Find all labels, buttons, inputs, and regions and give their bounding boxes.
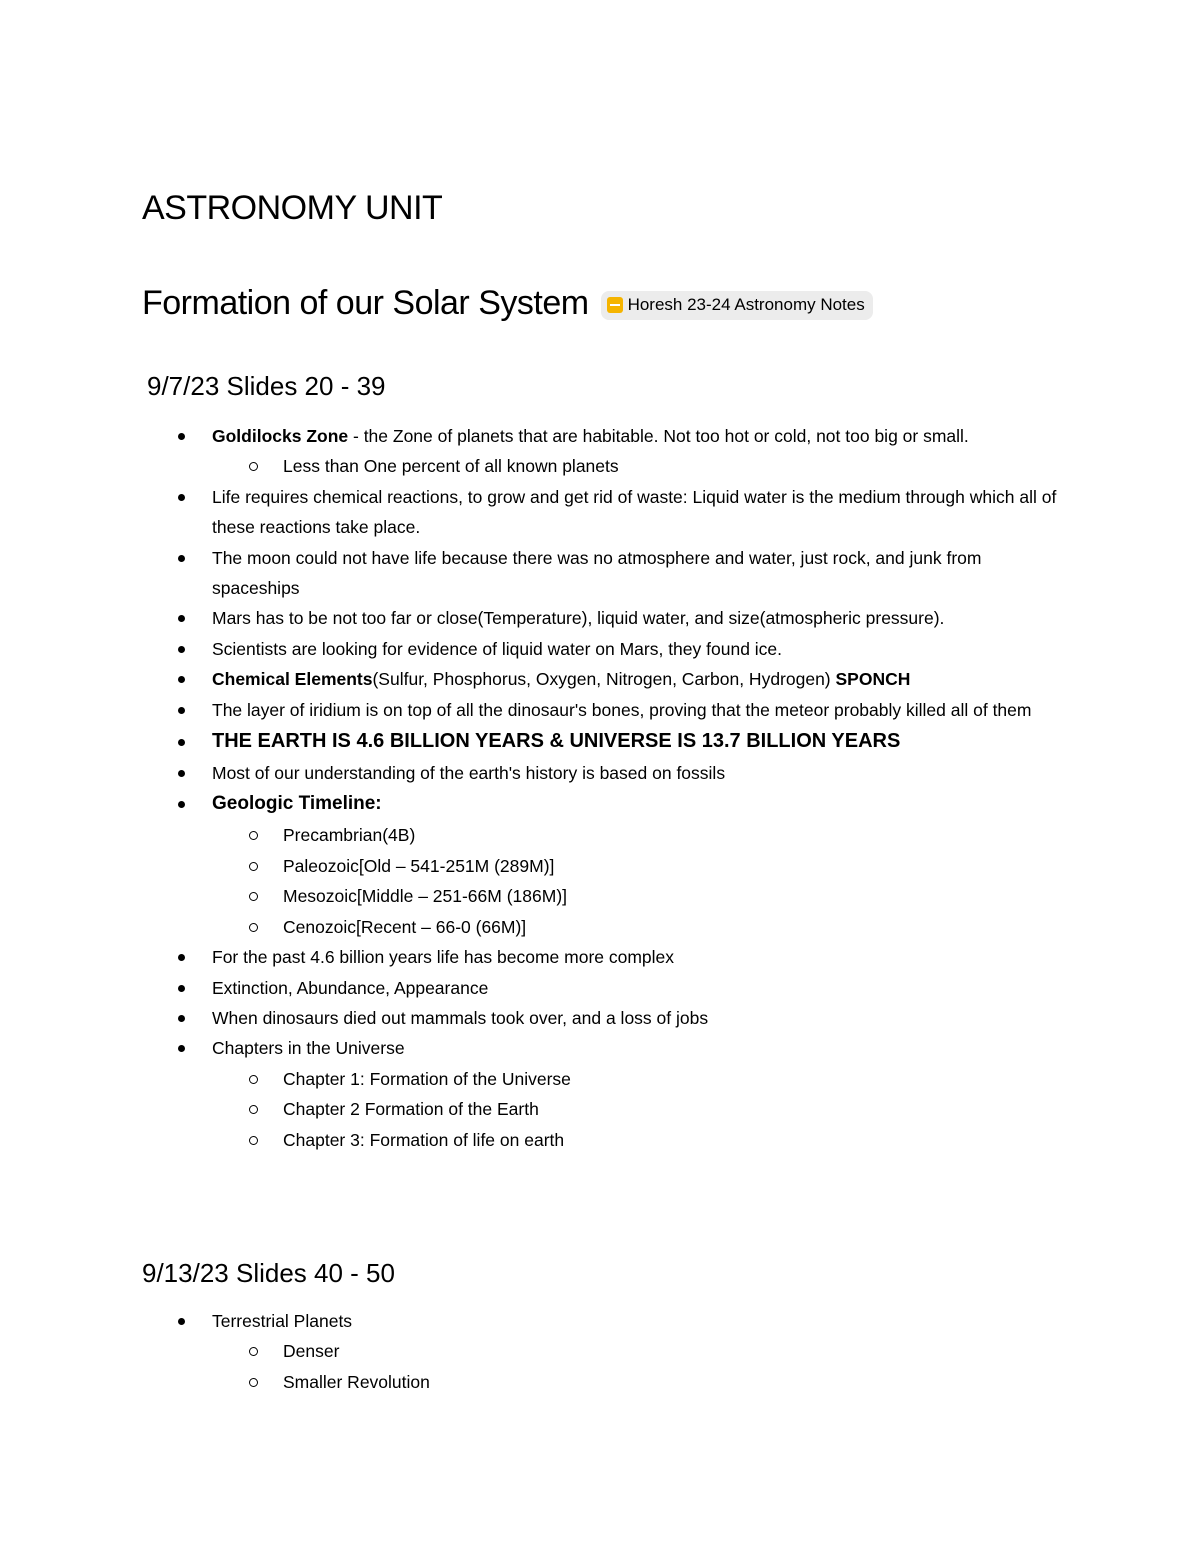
item-text: Mars has to be not too far or close(Temperature), liquid water, and size(atmospheric pressure). — [212, 608, 945, 629]
item-text: Chapter 3: Formation of life on earth — [283, 1129, 565, 1150]
item-text: - the Zone of planets that are habitable. Not too hot or cold, not too big or small. — [348, 426, 969, 446]
circle-bullet-icon — [249, 462, 258, 471]
bullet-icon — [178, 707, 185, 714]
item-text: Less than One percent of all known planets — [283, 456, 619, 477]
list-subitem — [0, 1094, 1200, 1124]
item-text: Life requires chemical reactions, to grow and get rid of waste: Liquid water is the medium through which all of these reactions take place. — [212, 486, 1057, 538]
circle-bullet-icon — [249, 1136, 258, 1145]
circle-bullet-icon — [249, 1075, 258, 1084]
circle-bullet-icon — [249, 831, 258, 840]
list-item — [0, 695, 1062, 725]
list-item — [0, 1003, 1200, 1033]
circle-bullet-icon — [249, 923, 258, 932]
notes-list-1 — [0, 421, 1200, 1155]
item-text: Denser — [283, 1341, 340, 1362]
item-text: The layer of iridium is on top of all the dinosaur's bones, proving that the meteor probably killed all of them — [212, 699, 1032, 720]
list-subitem — [0, 1064, 1200, 1094]
bullet-icon — [178, 954, 185, 961]
file-link-label: Horesh 23-24 Astronomy Notes — [627, 295, 865, 314]
file-link-chip[interactable] — [601, 291, 873, 320]
item-text: Chapter 2 Formation of the Earth — [283, 1099, 539, 1120]
circle-bullet-icon — [249, 1347, 258, 1356]
list-item — [0, 725, 1200, 758]
list-item — [0, 1306, 1200, 1336]
bullet-icon — [178, 770, 185, 777]
section-title — [142, 281, 873, 325]
bullet-icon — [178, 739, 185, 746]
item-text: Cenozoic[Recent – 66-0 (66M)] — [283, 916, 527, 937]
term-chemical-elements: Chemical Elements — [212, 669, 373, 690]
list-subitem — [0, 1336, 1200, 1366]
bullet-icon — [178, 433, 185, 440]
item-text: Smaller Revolution — [283, 1371, 430, 1392]
bullet-icon — [178, 801, 185, 808]
item-text: THE EARTH IS 4.6 BILLION YEARS & UNIVERSE IS 13.7 BILLION YEARS — [212, 730, 901, 753]
circle-bullet-icon — [249, 1105, 258, 1114]
list-subitem — [0, 1367, 1200, 1397]
bullet-icon — [178, 1015, 185, 1022]
list-item — [0, 603, 1200, 633]
item-text: (Sulfur, Phosphorus, Oxygen, Nitrogen, Carbon, Hydrogen) — [372, 669, 836, 690]
list-subitem — [0, 1125, 1200, 1155]
item-text: Scientists are looking for evidence of liquid water on Mars, they found ice. — [212, 638, 783, 659]
list-item — [0, 973, 1200, 1003]
list-item — [0, 482, 1062, 543]
item-text: Geologic Timeline: — [212, 793, 382, 815]
item-text: Paleozoic[Old – 541-251M (289M)] — [283, 855, 555, 876]
item-text: Chapters in the Universe — [212, 1038, 405, 1059]
list-item — [0, 634, 1200, 664]
bullet-icon — [178, 555, 185, 562]
bullet-icon — [178, 615, 185, 622]
list-item — [0, 421, 1062, 451]
bullet-icon — [178, 1045, 185, 1052]
item-text: Most of our understanding of the earth's history is based on fossils — [212, 763, 726, 784]
date-heading-2: 9/13/23 Slides 40 - 50 — [142, 1258, 395, 1288]
bullet-icon — [178, 1318, 185, 1325]
slides-icon — [607, 297, 623, 313]
list-subitem — [0, 912, 1200, 942]
bullet-icon — [178, 676, 185, 683]
list-subitem — [0, 881, 1200, 911]
acronym-sponch: SPONCH — [835, 669, 911, 690]
item-text: For the past 4.6 billion years life has become more complex — [212, 947, 675, 968]
bullet-icon — [178, 494, 185, 501]
list-item — [0, 1033, 1200, 1063]
list-item — [0, 788, 1200, 820]
page-title: ASTRONOMY UNIT — [142, 189, 443, 227]
item-text: The moon could not have life because there was no atmosphere and water, just rock, and junk from spaceships — [212, 547, 982, 599]
list-item — [0, 664, 1200, 694]
item-text: Extinction, Abundance, Appearance — [212, 977, 489, 998]
item-text: Mesozoic[Middle – 251-66M (186M)] — [283, 886, 568, 907]
list-subitem — [0, 851, 1200, 881]
term-goldilocks: Goldilocks Zone — [212, 426, 349, 446]
list-subitem — [0, 820, 1200, 850]
bullet-icon — [178, 985, 185, 992]
item-text: When dinosaurs died out mammals took over, and a loss of jobs — [212, 1007, 709, 1028]
item-text: Chapter 1: Formation of the Universe — [283, 1068, 571, 1089]
date-heading-1: 9/7/23 Slides 20 - 39 — [147, 371, 386, 401]
circle-bullet-icon — [249, 862, 258, 871]
section-title-text: Formation of our Solar System — [142, 284, 589, 322]
item-text: Precambrian(4B) — [283, 825, 416, 846]
list-item — [0, 942, 1200, 972]
circle-bullet-icon — [249, 892, 258, 901]
circle-bullet-icon — [249, 1378, 258, 1387]
item-text: Terrestrial Planets — [212, 1311, 353, 1331]
notes-list-2 — [0, 1306, 1200, 1397]
list-subitem — [0, 451, 1200, 481]
list-item — [0, 758, 1200, 788]
bullet-icon — [178, 646, 185, 653]
list-item — [0, 543, 1062, 604]
